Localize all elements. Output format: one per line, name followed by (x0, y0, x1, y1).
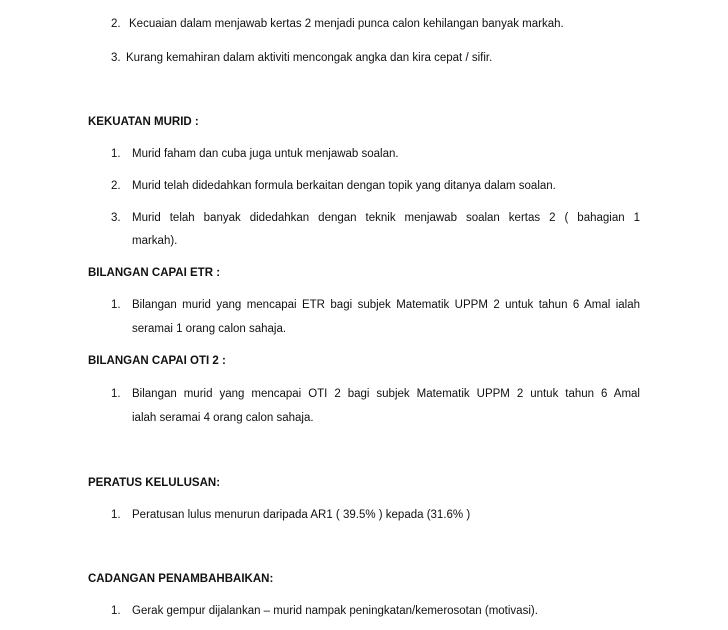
list-item-number: 3. (111, 212, 121, 224)
section-heading-etr: BILANGAN CAPAI ETR : (88, 267, 221, 279)
list-item-number: 1. (111, 388, 121, 400)
list-item-text: Gerak gempur dijalankan – murid nampak peningkatan/kemerosotan (motivasi). (132, 605, 538, 617)
section-heading-peratus: PERATUS KELULUSAN: (88, 477, 221, 489)
section-heading-oti: BILANGAN CAPAI OTI 2 : (88, 355, 226, 367)
list-item-line: Bilangan murid yang mencapai OTI 2 bagi subjek Matematik UPPM 2 untuk tahun 6 Amal (132, 388, 640, 400)
list-item-line: Bilangan murid yang mencapai ETR bagi subjek Matematik UPPM 2 untuk tahun 6 Amal ialah (132, 299, 640, 311)
section-heading-kekuatan: KEKUATAN MURID : (88, 116, 199, 128)
list-item-line: markah). (132, 235, 178, 247)
list-item-text: Kurang kemahiran dalam aktiviti mencongak angka dan kira cepat / sifir. (126, 52, 493, 64)
list-item-line: Murid telah banyak didedahkan dengan teknik menjawab soalan kertas 2 ( bahagian 1 (132, 212, 640, 224)
list-item-number: 1. (111, 299, 121, 311)
list-item-text (132, 298, 640, 312)
section-heading-cadangan: CADANGAN PENAMBAHBAIKAN: (88, 573, 274, 585)
list-item-number: 1. (111, 509, 121, 521)
list-item-text (132, 211, 640, 225)
list-item-number: 3. (111, 52, 121, 64)
list-item-number: 2. (111, 18, 121, 30)
list-item-line: ialah seramai 4 orang calon sahaja. (132, 412, 314, 424)
list-item-text: Peratusan lulus menurun daripada AR1 ( 39.5% ) kepada (31.6% ) (132, 509, 471, 521)
list-item-line: seramai 1 orang calon sahaja. (132, 323, 287, 335)
list-item-number: 1. (111, 605, 121, 617)
list-item-text: Murid telah didedahkan formula berkaitan dengan topik yang ditanya dalam soalan. (132, 180, 556, 192)
list-item-text (132, 387, 640, 401)
list-item-number: 1. (111, 148, 121, 160)
list-item-number: 2. (111, 180, 121, 192)
list-item-text: Murid faham dan cuba juga untuk menjawab soalan. (132, 148, 399, 160)
list-item-text: Kecuaian dalam menjawab kertas 2 menjadi punca calon kehilangan banyak markah. (129, 18, 564, 30)
